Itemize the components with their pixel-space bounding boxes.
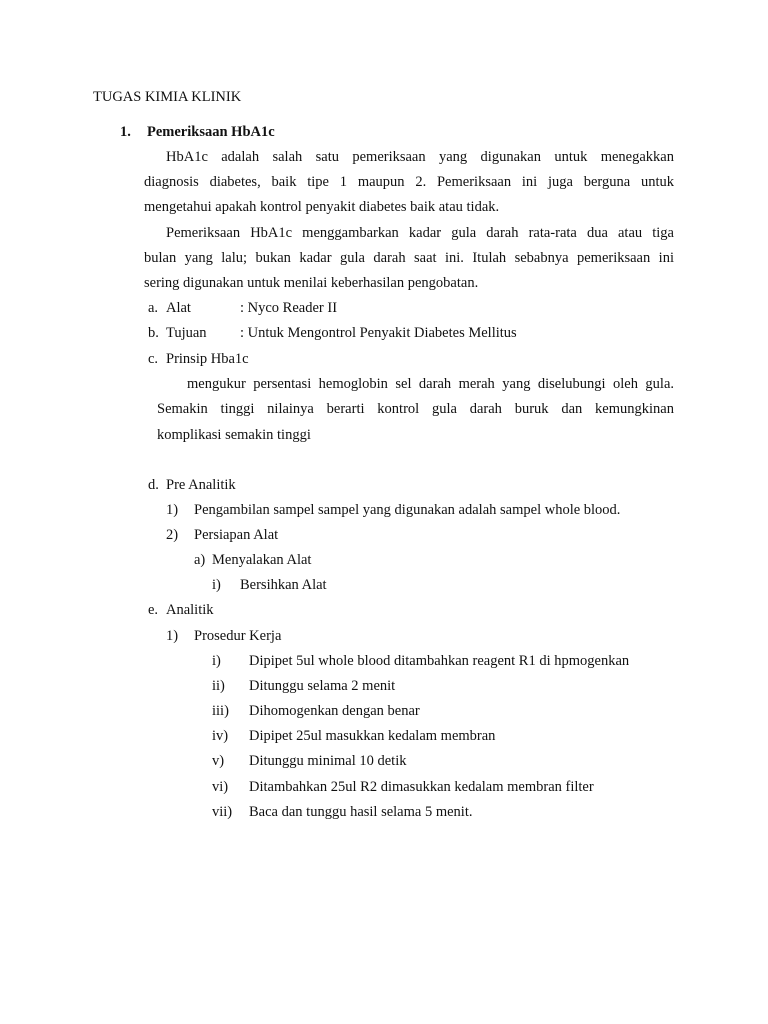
procedure-marker-5: v) <box>212 753 225 769</box>
item-b-marker: b. <box>148 325 159 341</box>
persiapan-sub-a-text: Menyalakan Alat <box>212 552 312 568</box>
procedure-marker-6: vi) <box>212 779 229 795</box>
paragraph-2-line-3: sering digunakan untuk menilai keberhasilan pengobatan. <box>144 275 479 291</box>
procedure-text-3: Dihomogenkan dengan benar <box>249 703 420 719</box>
persiapan-sub-a-marker: a) <box>194 552 206 568</box>
item-d-marker: d. <box>148 477 159 493</box>
item-a-label: Alat <box>166 300 191 316</box>
pre-analitik-step-1-marker: 1) <box>166 502 179 518</box>
paragraph-1-line-3: mengetahui apakah kontrol penyakit diabetes baik atau tidak. <box>144 199 500 215</box>
procedure-text-5: Ditunggu minimal 10 detik <box>249 753 407 769</box>
analitik-step-1-text: Prosedur Kerja <box>194 628 282 644</box>
item-e-label: Analitik <box>166 602 214 618</box>
document-title: TUGAS KIMIA KLINIK <box>93 89 242 105</box>
procedure-marker-2: ii) <box>212 678 225 694</box>
procedure-marker-7: vii) <box>212 804 233 820</box>
paragraph-2-line-2: bulan yang lalu; bukan kadar gula darah saat ini. Itulah sebabnya pemeriksaan ini <box>144 250 674 266</box>
item-c-label: Prinsip Hba1c <box>166 351 249 367</box>
section-number: 1. <box>120 124 131 140</box>
item-a-value: : Nyco Reader II <box>240 300 338 316</box>
item-a-marker: a. <box>148 300 159 316</box>
analitik-step-1-marker: 1) <box>166 628 179 644</box>
paragraph-1-line-2: diagnosis diabetes, baik tipe 1 maupun 2. Pemeriksaan ini juga berguna untuk <box>144 174 674 190</box>
item-b-label: Tujuan <box>166 325 207 341</box>
pre-analitik-step-2-marker: 2) <box>166 527 179 543</box>
pre-analitik-step-1-text: Pengambilan sampel sampel yang digunakan adalah sampel whole blood. <box>194 502 621 518</box>
paragraph-2-line-1: Pemeriksaan HbA1c menggambarkan kadar gula darah rata-rata dua atau tiga <box>166 225 674 241</box>
persiapan-sub-i-marker: i) <box>212 577 221 593</box>
item-c-text-line-3: komplikasi semakin tinggi <box>157 427 311 443</box>
item-b-value: : Untuk Mengontrol Penyakit Diabetes Mellitus <box>240 325 517 341</box>
procedure-text-7: Baca dan tunggu hasil selama 5 menit. <box>249 804 473 820</box>
procedure-text-6: Ditambahkan 25ul R2 dimasukkan kedalam membran filter <box>249 779 594 795</box>
procedure-text-2: Ditunggu selama 2 menit <box>249 678 396 694</box>
procedure-marker-1: i) <box>212 653 221 669</box>
procedure-text-1: Dipipet 5ul whole blood ditambahkan reagent R1 di hpmogenkan <box>249 653 630 669</box>
procedure-marker-3: iii) <box>212 703 229 719</box>
pre-analitik-step-2-text: Persiapan Alat <box>194 527 279 543</box>
persiapan-sub-i-text: Bersihkan Alat <box>240 577 327 593</box>
item-c-text-line-2: Semakin tinggi nilainya berarti kontrol gula darah buruk dan kemungkinan <box>157 401 674 417</box>
procedure-marker-4: iv) <box>212 728 229 744</box>
item-c-text-line-1: mengukur persentasi hemoglobin sel darah merah yang diselubungi oleh gula. <box>187 376 674 392</box>
item-e-marker: e. <box>148 602 159 618</box>
item-d-label: Pre Analitik <box>166 477 236 493</box>
paragraph-1-line-1: HbA1c adalah salah satu pemeriksaan yang digunakan untuk menegakkan <box>166 149 674 165</box>
item-c-marker: c. <box>148 351 159 367</box>
section-heading: Pemeriksaan HbA1c <box>147 124 275 140</box>
procedure-text-4: Dipipet 25ul masukkan kedalam membran <box>249 728 496 744</box>
